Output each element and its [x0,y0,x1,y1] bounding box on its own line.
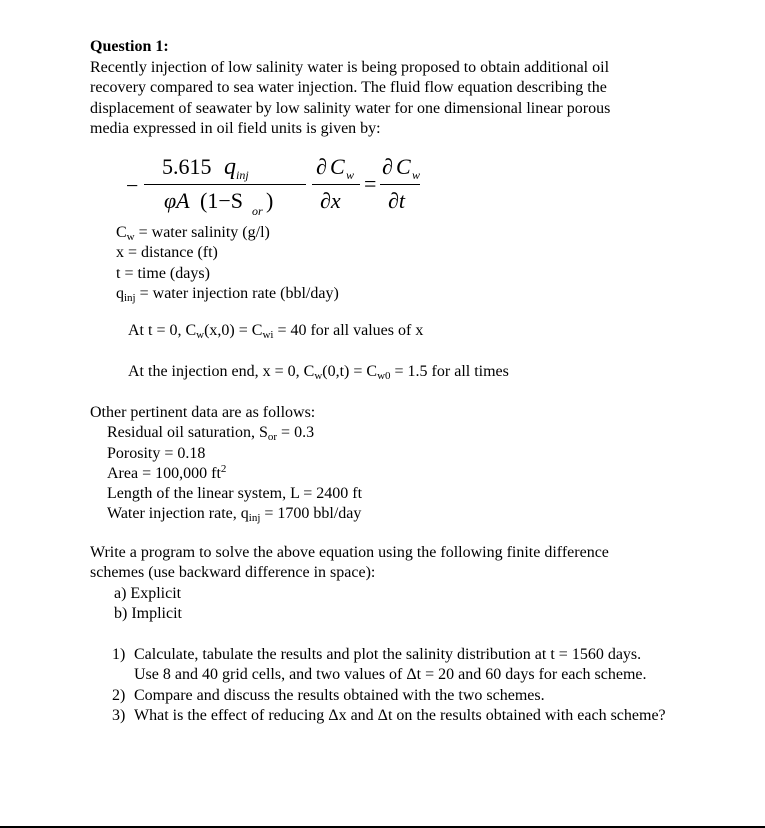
list-number: 3) [112,706,126,724]
list-item: 1) Calculate, tabulate the results and plot the salinity distribution at t = 1560 days. Use 8 and 40 grid cells, and two values of Δt = 20 and 60 days for each scheme. [112,646,647,684]
equation-partial: ∂ [316,154,327,179]
data-item: Water injection rate, $q_{inj} = 1700$ bbl/day [107,505,362,525]
other-data-heading: Other pertinent data are as follows: [90,404,316,421]
equation-or-subscript: or [252,204,263,218]
intro-line: recovery compared to sea water injection. The fluid flow equation describing the [90,79,607,97]
task-description [90,543,609,624]
intro-line: media expressed in oil field units is given by: [90,119,381,137]
list-number: 1) [112,646,126,663]
task-line: Write a program to solve the above equation using the following finite difference [90,544,609,561]
definition-line: $C_w$ = water salinity (g/l) [116,224,270,243]
other-data [90,403,362,525]
equation-c: C [330,154,345,179]
fraction-bar-3 [380,184,420,185]
fraction-bar-1 [144,184,306,185]
question-intro [90,58,610,139]
equation-coefficient: 5.615 [162,154,212,179]
equation-w-subscript: w [412,168,421,182]
equation-w-subscript: w [346,168,355,182]
boundary-condition: At the injection end, x = 0, $C_w(0,t) = C_{w0} = 1.5$ for all times [128,363,509,382]
initial-condition: At t = 0, $C_w(x,0) = C_{wi} = 40$ for all values of x [128,322,424,341]
equation-phi-a: φA [164,188,190,213]
scheme-item: a) Explicit [114,584,182,602]
intro-line: displacement of seawater by low salinity water for one dimensional linear porous [90,99,611,117]
data-item: Porosity = 0.18 [107,444,206,462]
equation-dx: ∂x [320,188,341,213]
equation-close-paren: ) [266,188,274,213]
data-item: Residual oil saturation, $S_{or} = 0.3$ [107,424,315,444]
definition-line: $q_{inj}$ = water injection rate (bbl/day) [116,284,339,304]
data-item: Area = 100,000 $ft^2$ [107,462,227,482]
variable-definitions [116,223,339,304]
fraction-bar-2 [312,184,360,185]
data-item: Length of the linear system, L = 2400 ft [107,485,363,503]
equation-q: q [224,154,236,180]
task-line: schemes (use backward difference in space): [90,564,376,582]
equation-dt: ∂t [388,188,405,213]
definition-line: t = time (days) [116,264,210,282]
list-number: 2) [112,686,126,704]
flow-equation [120,150,421,220]
equation-minus: − [126,173,139,198]
equation-partial: ∂ [382,154,393,179]
definition-line: x = distance (ft) [116,244,218,262]
scheme-item: b) Implicit [114,604,182,622]
equation-one-minus-s: (1−S [200,188,243,213]
list-item: 3) What is the effect of reducing Δx and Δt on the results obtained with each scheme? [112,706,666,726]
equation-c: C [396,154,411,179]
equation-equals: = [364,171,377,196]
question-title: Question 1: [90,38,169,55]
questions-list [112,645,666,726]
list-item: 2) Compare and discuss the results obtained with the two schemes. [112,686,666,706]
equation-q-subscript: inj [236,168,249,182]
intro-line: Recently injection of low salinity water is being proposed to obtain additional oil [90,59,610,76]
